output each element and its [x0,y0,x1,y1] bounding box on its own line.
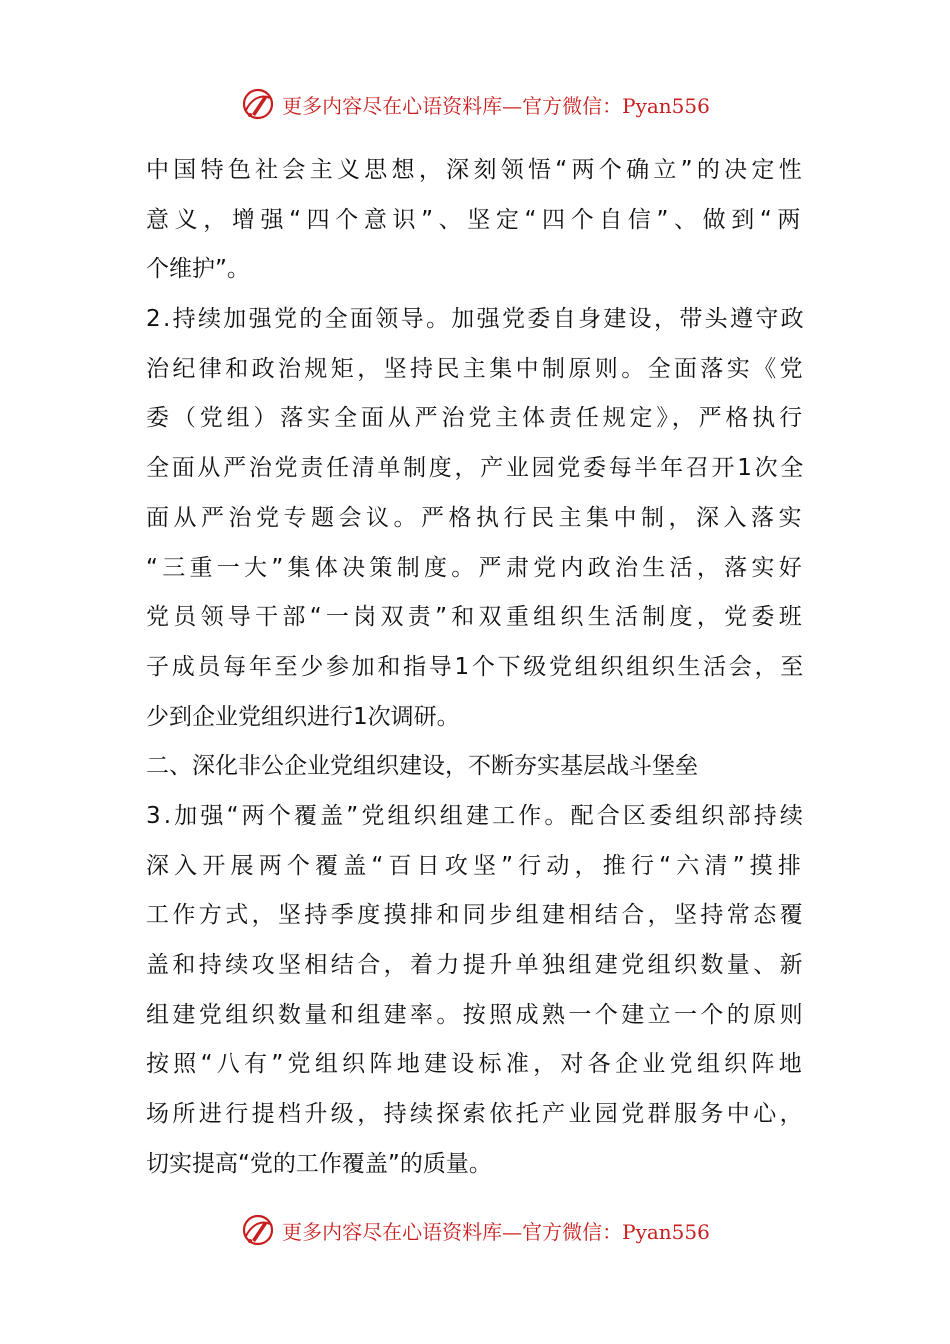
text-line: 个维护”。 [146,256,250,283]
footer-banner [0,1210,950,1250]
text-line: 面从严治党专题会议。严格执行民主集中制，深入落实 [146,504,806,531]
pen-swirl-logo-icon [240,86,276,122]
text-line: 3.加强“两个覆盖”党组织组建工作。配合区委组织部持续 [146,802,806,829]
text-line: 中国特色社会主义思想，深刻领悟“两个确立”的决定性 [146,157,806,183]
footer-banner-text: 更多内容尽在心语资料库—官方微信：Pyan556 [282,1219,710,1244]
text-line: 治纪律和政治规矩，坚持民主集中制原则。全面落实《党 [146,355,806,382]
header-banner-text: 更多内容尽在心语资料库—官方微信：Pyan556 [282,93,710,118]
text-line: 场所进行提档升级，持续探索依托产业园党群服务中心， [146,1101,806,1128]
pen-swirl-logo-icon [240,1212,276,1248]
text-line: 组建党组织数量和组建率。按照成熟一个建立一个的原则 [146,1001,806,1028]
text-line: 委（党组）落实全面从严治党主体责任规定》，严格执行 [146,405,806,432]
text-line: 按照“八有”党组织阵地建设标准，对各企业党组织阵地 [146,1051,806,1078]
text-line: 盖和持续攻坚相结合，着力提升单独组建党组织数量、新 [146,952,806,978]
header-banner [0,84,950,124]
text-line: 意义，增强“四个意识”、坚定“四个自信”、做到“两 [146,206,806,233]
section-heading: 二、深化非公企业党组织建设，不断夯实基层战斗堡垒 [146,753,698,780]
text-line: 党员领导干部“一岗双责”和双重组织生活制度，党委班 [146,604,806,631]
text-line: 工作方式，坚持季度摸排和同步组建相结合，坚持常态覆 [146,902,806,929]
text-line: 2.持续加强党的全面领导。加强党委自身建设，带头遵守政 [146,306,806,333]
document-body [146,146,806,1189]
text-line: 切实提高“党的工作覆盖”的质量。 [146,1150,492,1177]
text-line: 少到企业党组织进行1次调研。 [146,703,460,730]
text-line: 深入开展两个覆盖“百日攻坚”行动，推行“六清”摸排 [146,852,806,879]
text-line: 全面从严治党责任清单制度，产业园党委每半年召开1次全 [146,455,806,482]
text-line: 子成员每年至少参加和指导1个下级党组织组织生活会，至 [146,653,806,680]
text-line: “三重一大”集体决策制度。严肃党内政治生活，落实好 [146,554,806,581]
